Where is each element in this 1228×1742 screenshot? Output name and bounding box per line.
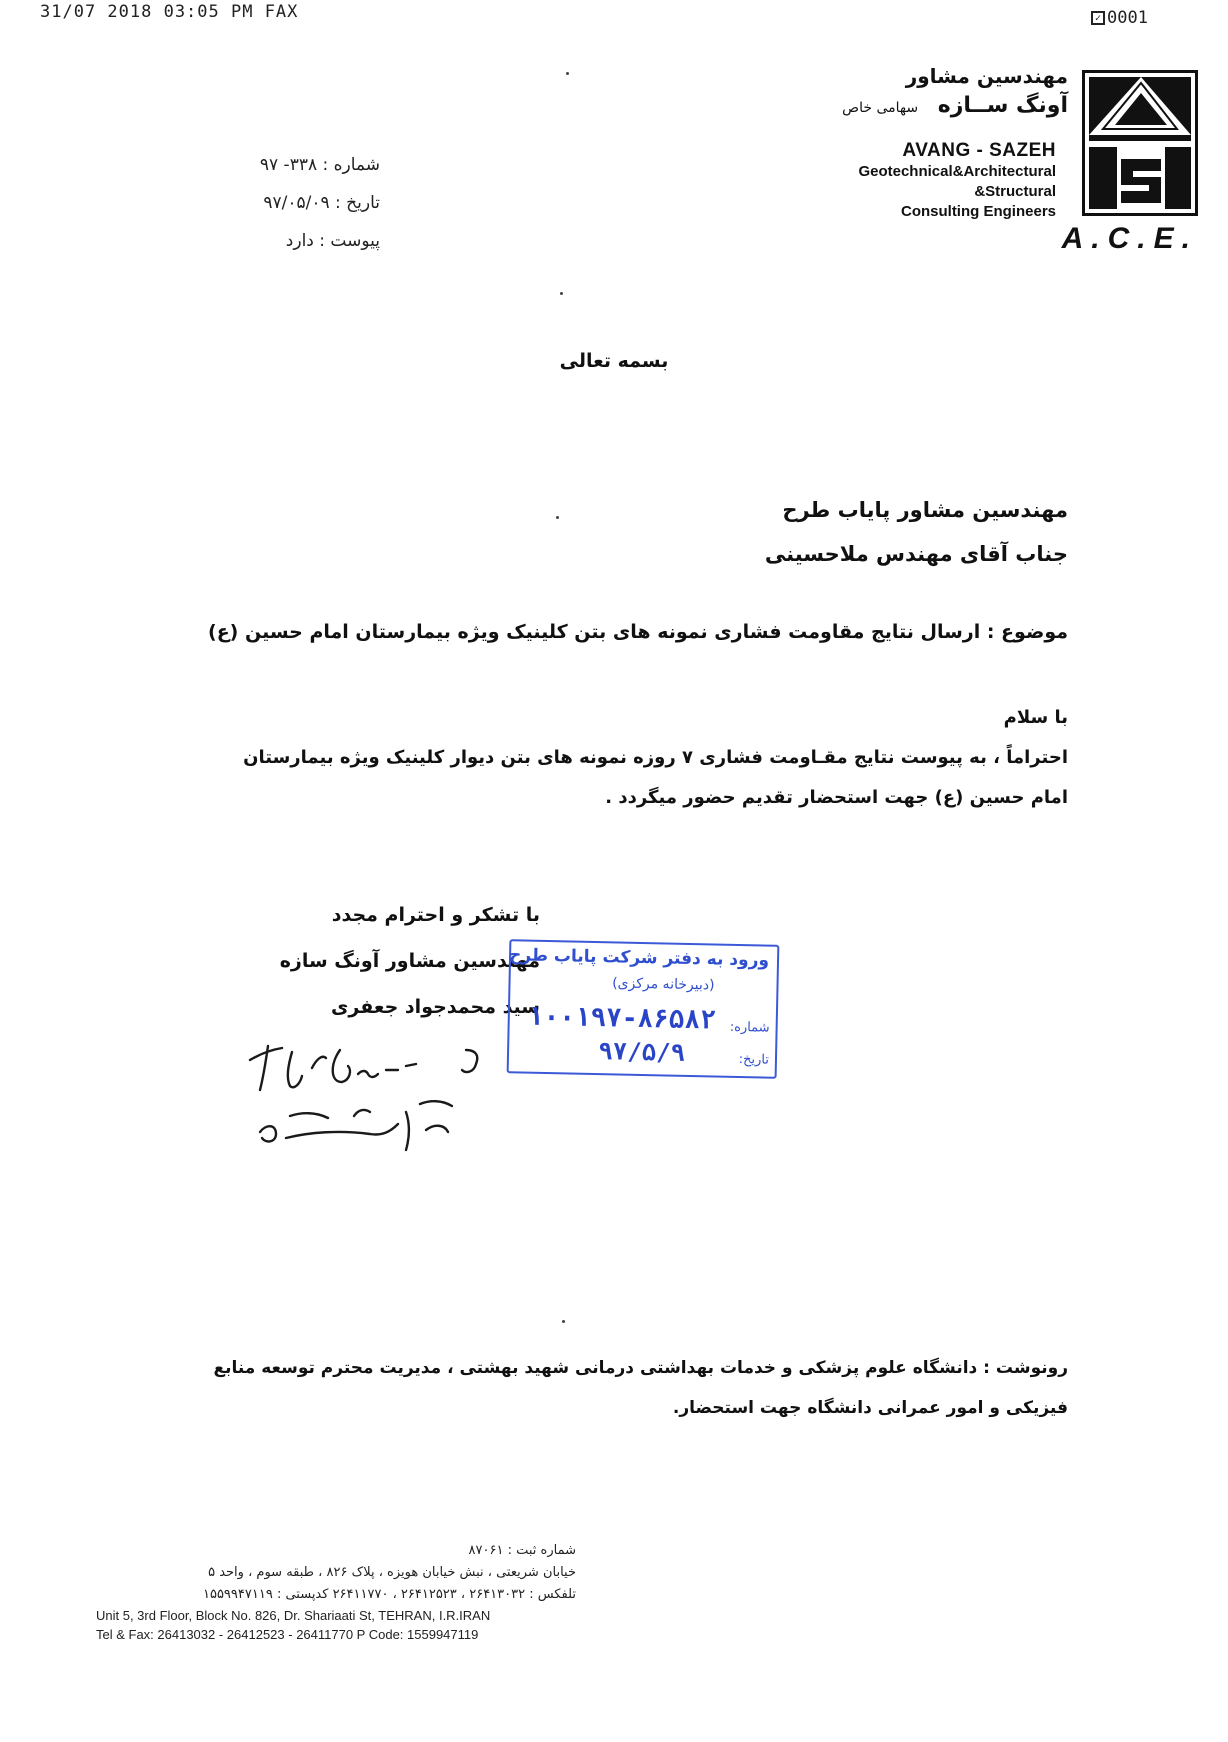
stamp-number-value: ۱۰۰۱۹۷-۸۶۵۸۲ (527, 1001, 717, 1036)
letter-attachment: پیوست : دارد (285, 231, 380, 251)
letter-number: شماره : ۳۳۸- ۹۷ (259, 155, 380, 175)
fax-page-icon: ✓ (1091, 11, 1105, 25)
footer-phone-fa: تلفکس : ۲۶۴۱۳۰۳۲ ، ۲۶۴۱۲۵۲۳ ، ۲۶۴۱۱۷۷۰ کدپستی : ۱۵۵۹۹۴۷۱۱۹ (202, 1587, 576, 1602)
company-abbreviation: A.C.E. (1061, 222, 1198, 255)
stamp-date-label: تاریخ: (738, 1052, 770, 1068)
company-en-sub3: Consulting Engineers (900, 203, 1056, 220)
letter-date: تاریخ : ۹۷/۰۵/۰۹ (263, 193, 380, 213)
incoming-stamp (507, 939, 780, 1079)
footer-address-fa: خیابان شریعتی ، نبش خیابان هویزه ، پلاک ۸۲۶ ، طبقه سوم ، واحد ۵ (208, 1565, 576, 1580)
company-fa-line2 (748, 90, 1068, 124)
letter-meta (200, 146, 380, 260)
letter-subject: موضوع : ارسال نتایج مقاومت فشاری نمونه های بتن کلینیک ویژه بیمارستان امام حسین (ع) (208, 621, 1068, 643)
footer-phone-en: Tel & Fax: 26413032 - 26412523 - 26411770 P Code: 1559947119 (96, 1627, 479, 1642)
fax-timestamp: 31/07 2018 03:05 PM FAX (40, 2, 299, 22)
carbon-copy (188, 1348, 1068, 1428)
handwritten-signature (230, 1020, 510, 1160)
recipient-company: مهندسین مشاور پایاب طرح (782, 498, 1068, 522)
company-fa-line1: مهندسین مشاور (905, 64, 1068, 88)
company-fa-name: آونگ ســازه (937, 93, 1068, 118)
company-name-fa (748, 62, 1068, 124)
recipient-block (368, 488, 1068, 576)
recipient-person: جناب آقای مهندس ملاحسینی (764, 542, 1068, 566)
cc-line-2: فیزیکی و امور عمرانی دانشگاه جهت استحضار. (672, 1398, 1068, 1418)
company-name-en (858, 140, 1056, 222)
footer-address-en: Unit 5, 3rd Floor, Block No. 826, Dr. Shariaati St, TEHRAN, I.R.IRAN (96, 1608, 491, 1623)
body-line-1: احتراماً ، به پیوست نتایج مقـاومت فشاری ۷ روزه نمونه های بتن دیوار کلینیک ویژه بیمارستان (243, 747, 1068, 768)
stamp-title: ورود به دفتر شرکت پایاب طرح (508, 945, 770, 971)
company-en-sub1: Geotechnical&Architectural (858, 163, 1056, 180)
fax-page-number-text: 0001 (1107, 8, 1148, 28)
greeting: با سلام (1003, 707, 1068, 728)
fax-page-number (1091, 8, 1148, 28)
stamp-subtitle: (دبیرخانه مرکزی) (612, 975, 715, 994)
stamp-number-label: شماره: (729, 1019, 770, 1036)
company-logo-icon (1085, 73, 1195, 213)
company-fa-type: سهامی خاص (842, 100, 919, 116)
company-en-name: AVANG - SAZEH (902, 140, 1056, 161)
company-logo (1082, 70, 1198, 216)
footer-registration: شماره ثبت : ۸۷۰۶۱ (468, 1543, 576, 1558)
body-line-2: امام حسین (ع) جهت استحضار تقدیم حضور میگردد . (605, 787, 1068, 808)
closing-block (180, 892, 540, 1030)
letter-body (188, 698, 1068, 818)
letter-footer (96, 1540, 576, 1644)
stamp-date-value: ۹۷/۵/۹ (598, 1037, 686, 1067)
closing-regards: با تشکر و احترام مجدد (331, 904, 540, 926)
closing-company: مهندسین مشاور آونگ سازه (279, 950, 540, 972)
closing-signatory: سید محمدجواد جعفری (330, 996, 540, 1018)
cc-line-1: رونوشت : دانشگاه علوم پزشکی و خدمات بهداشتی درمانی شهید بهشتی ، مدیریت محترم توسعه منابع (213, 1358, 1068, 1378)
company-en-sub2: &Structural (974, 183, 1056, 200)
basmala: بسمه تعالی (559, 350, 669, 372)
